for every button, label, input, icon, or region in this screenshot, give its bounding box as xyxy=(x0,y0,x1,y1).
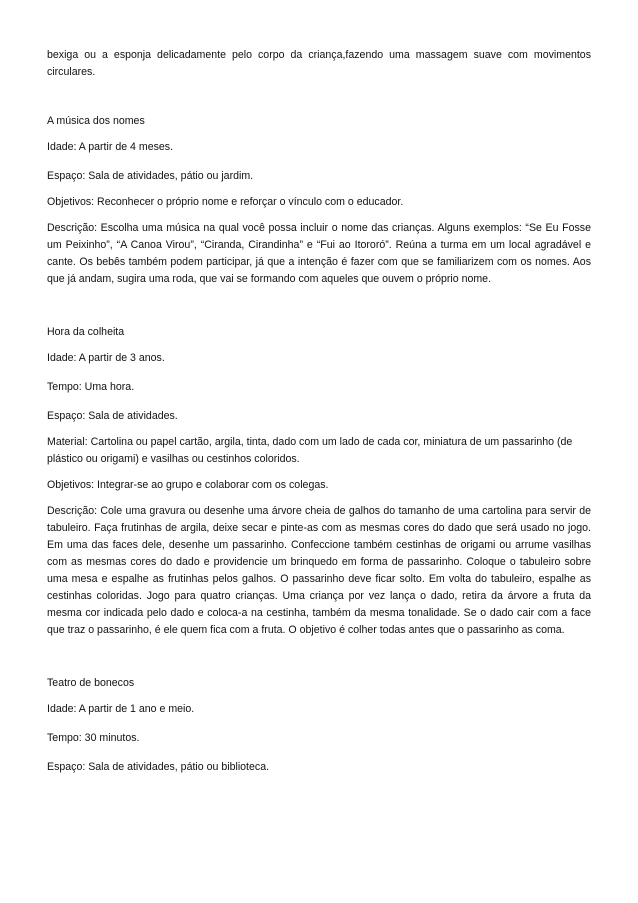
objectives-line: Objetivos: Reconhecer o próprio nome e reforçar o vínculo com o educador. xyxy=(47,196,404,208)
section-title: A música dos nomes xyxy=(47,115,145,127)
age-line: Idade: A partir de 4 meses. xyxy=(47,141,174,153)
description-paragraph: Descrição: Cole uma gravura ou desenhe uma árvore cheia de galhos do tamanho de uma cartolina para servir de tabuleiro. Faça frutinhas de argila, deixe secar e pinte-as com as mesmas cores do dado que será usado no jogo. Em uma das faces dele, desenhe um passarinho. Confeccione também cestinhas de origami ou arrume vasilhas com as mesmas cores do dado e providencie um brinquedo em forma de passarinho. Coloque o tabuleiro sobre uma mesa e espalhe as frutinhas pelos galhos. O passarinho deve ficar solto. Em volta do tabuleiro, espalhe as cestinhas coloridas. Jogo para quatro crianças. Uma criança por vez lança o dado, retira da árvore a fruta da mesma cor indicada pelo dado e coloca-a na cestinha, também da mesma tonalidade. Se o dado cair com a face que traz o passarinho, é ele quem fica com a fruta. O objetivo é colher todas antes que o passarinho as coma. xyxy=(47,505,591,636)
intro-paragraph: bexiga ou a esponja delicadamente pelo corpo da criança,fazendo uma massagem suave com movimentos circulares. xyxy=(47,49,591,78)
section-title: Hora da colheita xyxy=(47,326,125,338)
space-line: Espaço: Sala de atividades, pátio ou jardim. xyxy=(47,170,254,182)
age-line: Idade: A partir de 3 anos. xyxy=(47,352,165,364)
material-paragraph: Material: Cartolina ou papel cartão, argila, tinta, dado com um lado de cada cor, miniatura de um passarinho (de plástico ou origami) e vasilhas ou cestinhos coloridos. xyxy=(47,436,573,465)
description-paragraph: Descrição: Escolha uma música na qual você possa incluir o nome das crianças. Alguns exemplos: “Se Eu Fosse um Peixinho”, “A Canoa Virou”, “Ciranda, Cirandinha” e “Fui ao Itororó”. Reúna a turma em um local agradável e cante. Os bebês também podem participar, já que a intenção é fazer com que se familiarizem com os nomes. Aos que já andam, sugira uma roda, que vai se formando com aqueles que ouvem o próprio nome. xyxy=(47,222,591,285)
objectives-line: Objetivos: Integrar-se ao grupo e colaborar com os colegas. xyxy=(47,479,329,491)
document-body xyxy=(47,47,591,776)
section-teatro-de-bonecos xyxy=(47,675,591,776)
section-hora-da-colheita xyxy=(47,324,591,639)
time-line: Tempo: 30 minutos. xyxy=(47,732,140,744)
section-musica-dos-nomes xyxy=(47,113,591,288)
age-line: Idade: A partir de 1 ano e meio. xyxy=(47,703,195,715)
space-line: Espaço: Sala de atividades, pátio ou biblioteca. xyxy=(47,761,270,773)
space-line: Espaço: Sala de atividades. xyxy=(47,410,178,422)
time-line: Tempo: Uma hora. xyxy=(47,381,135,393)
section-title: Teatro de bonecos xyxy=(47,677,135,689)
